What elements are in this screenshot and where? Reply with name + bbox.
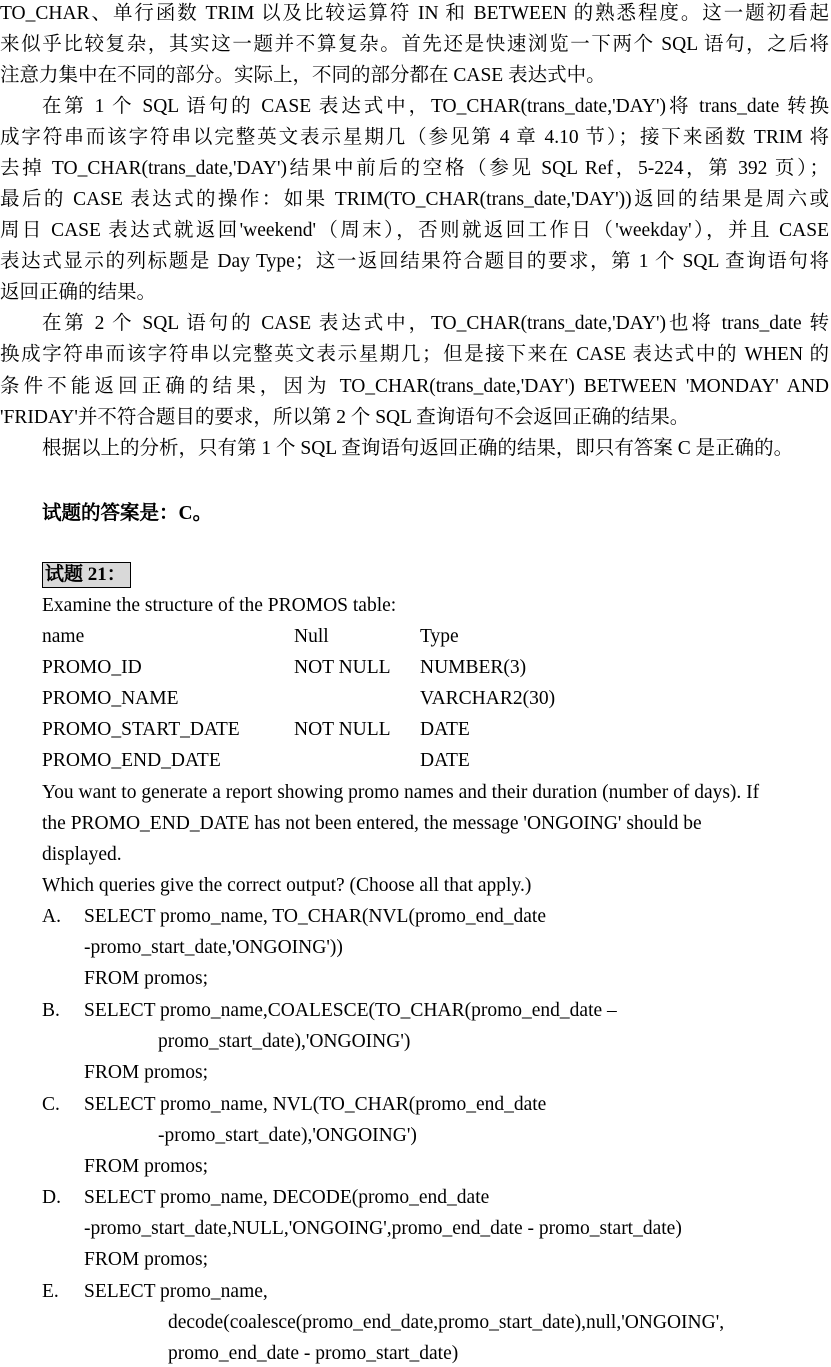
explanation-line: 在第 2 个 SQL 语句的 CASE 表达式中，TO_CHAR(trans_date,'DAY')也将 trans_date 转	[42, 313, 829, 334]
option-letter: C.	[42, 1094, 60, 1115]
option-code-line: SELECT promo_name, DECODE(promo_end_date	[84, 1187, 490, 1208]
option-code-line: FROM promos;	[84, 1156, 209, 1177]
explanation-line: 根据以上的分析，只有第 1 个 SQL 查询语句返回正确的结果，即只有答案 C 是正确的。	[42, 438, 794, 459]
option-code-line: -promo_start_date),'ONGOING')	[158, 1125, 417, 1146]
cell-name: PROMO_END_DATE	[42, 750, 221, 771]
cell-name: PROMO_ID	[42, 657, 142, 678]
explanation-line: 换成字符串而该字符串以完整英文表示星期几；但是接下来在 CASE 表达式中的 WHEN 的	[0, 344, 829, 365]
option-code-line: -promo_start_date,NULL,'ONGOING',promo_end_date - promo_start_date)	[84, 1218, 682, 1239]
option-code-line: FROM promos;	[84, 1062, 209, 1083]
explanation-line: TO_CHAR、单行函数 TRIM 以及比较运算符 IN 和 BETWEEN 的熟悉程度。这一题初看起	[0, 3, 829, 24]
option-letter: A.	[42, 906, 61, 927]
cell-name: PROMO_START_DATE	[42, 719, 240, 740]
table-row	[0, 719, 831, 743]
explanation-line: 返回正确的结果。	[0, 282, 157, 303]
option-code-line: -promo_start_date,'ONGOING'))	[84, 937, 343, 958]
answer-text: 试题的答案是：C。	[42, 503, 213, 524]
description-line: displayed.	[42, 844, 122, 865]
table-row	[0, 657, 831, 681]
option-code-line: SELECT promo_name,COALESCE(TO_CHAR(promo_end_date –	[84, 1000, 617, 1021]
table-header-row	[0, 626, 831, 650]
cell-type: NUMBER(3)	[420, 657, 527, 678]
option-code-line: promo_end_date - promo_start_date)	[168, 1343, 459, 1364]
table-row	[0, 750, 831, 774]
question-intro: Examine the structure of the PROMOS table:	[42, 595, 397, 616]
option-letter: B.	[42, 1000, 60, 1021]
header-type: Type	[420, 626, 459, 647]
explanation-line: 成字符串而该字符串以完整英文表示星期几（参见第 4 章 4.10 节）；接下来函数 TRIM 将	[0, 127, 829, 148]
question-label: 试题 21：	[42, 562, 131, 588]
header-null: Null	[294, 626, 329, 647]
cell-name: PROMO_NAME	[42, 688, 179, 709]
table-row	[0, 688, 831, 712]
description-line: the PROMO_END_DATE has not been entered, the message 'ONGOING' should be	[42, 813, 702, 834]
cell-type: DATE	[420, 750, 470, 771]
explanation-line: 表达式显示的列标题是 Day Type；这一返回结果符合题目的要求，第 1 个 SQL 查询语句将	[0, 251, 829, 272]
option-code-line: FROM promos;	[84, 968, 209, 989]
explanation-line: 最后的 CASE 表达式的操作：如果 TRIM(TO_CHAR(trans_date,'DAY'))返回的结果是周六或	[0, 189, 829, 210]
question-prompt: Which queries give the correct output? (Choose all that apply.)	[42, 875, 532, 896]
explanation-line: 来似乎比较复杂，其实这一题并不算复杂。首先还是快速浏览一下两个 SQL 语句，之后将	[0, 34, 829, 55]
cell-type: DATE	[420, 719, 470, 740]
description-line: You want to generate a report showing promo names and their duration (number of days). If	[42, 782, 760, 803]
option-code-line: FROM promos;	[84, 1249, 209, 1270]
cell-type: VARCHAR2(30)	[420, 688, 556, 709]
explanation-line: 'FRIDAY'并不符合题目的要求，所以第 2 个 SQL 查询语句不会返回正确的结果。	[0, 407, 690, 428]
option-code-line: SELECT promo_name, TO_CHAR(NVL(promo_end_date	[84, 906, 546, 927]
option-letter: D.	[42, 1187, 61, 1208]
explanation-line: 去掉 TO_CHAR(trans_date,'DAY')结果中前后的空格（参见 SQL Ref，5-224，第 392 页）；	[0, 158, 829, 179]
option-code-line: promo_start_date),'ONGOING')	[158, 1031, 411, 1052]
cell-null: NOT NULL	[294, 719, 391, 740]
option-code-line: decode(coalesce(promo_end_date,promo_start_date),null,'ONGOING',	[168, 1312, 725, 1333]
option-letter: E.	[42, 1281, 59, 1302]
explanation-line: 条件不能返回正确的结果，因为 TO_CHAR(trans_date,'DAY') BETWEEN 'MONDAY' AND	[0, 376, 829, 397]
explanation-line: 在第 1 个 SQL 语句的 CASE 表达式中，TO_CHAR(trans_date,'DAY')将 trans_date 转换	[42, 96, 829, 117]
option-code-line: SELECT promo_name, NVL(TO_CHAR(promo_end_date	[84, 1094, 547, 1115]
option-code-line: SELECT promo_name,	[84, 1281, 268, 1302]
header-name: name	[42, 626, 85, 647]
cell-null: NOT NULL	[294, 657, 391, 678]
explanation-line: 注意力集中在不同的部分。实际上，不同的部分都在 CASE 表达式中。	[0, 65, 606, 86]
explanation-line: 周日 CASE 表达式就返回'weekend'（周末），否则就返回工作日（'weekday'），并且 CASE	[0, 220, 829, 241]
